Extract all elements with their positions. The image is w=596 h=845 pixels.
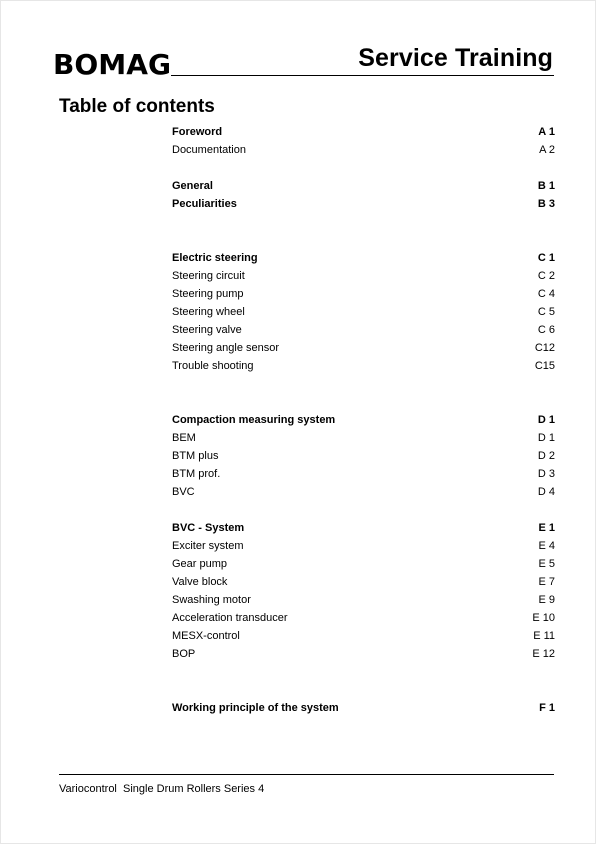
toc-entry-page: C 2 [537, 270, 555, 282]
toc-entry-label: BTM plus [172, 450, 219, 462]
toc-entry-page: B 1 [537, 180, 555, 192]
toc-entry [172, 447, 555, 465]
toc-entry-label: Compaction measuring system [172, 414, 336, 426]
toc-entry-page: B 3 [537, 198, 555, 210]
toc-entry-label: General [172, 180, 213, 192]
toc-entry [172, 627, 555, 645]
toc-entry [172, 303, 555, 321]
toc-entry [172, 537, 555, 555]
toc-entry-page: C 5 [537, 306, 555, 318]
toc-entry-label: Electric steering [172, 252, 258, 264]
toc-entry-label: Steering valve [172, 324, 242, 336]
toc-entry [172, 483, 555, 501]
toc-entry [172, 141, 555, 159]
toc-entry-label: MESX-control [172, 630, 240, 642]
toc-entry [172, 321, 555, 339]
toc-entry-page: D 2 [537, 450, 555, 462]
toc-entry [172, 411, 555, 429]
toc-entry-label: Gear pump [172, 558, 228, 570]
toc-entry-label: BTM prof. [172, 468, 221, 480]
toc-entry-label: Exciter system [172, 540, 244, 552]
toc-entry-page: E 10 [532, 612, 555, 624]
toc-entry-page: D 1 [537, 414, 555, 426]
toc-entry [172, 699, 555, 717]
toc-entry [172, 465, 555, 483]
toc-entry-page: D 3 [537, 468, 555, 480]
toc-entry-label: Acceleration transducer [172, 612, 288, 624]
toc-entry-page: C 1 [537, 252, 555, 264]
toc-entry [172, 357, 555, 375]
logo-wordmark: BOMAG [53, 48, 171, 78]
toc-entry-label: Working principle of the system [172, 702, 339, 714]
toc-entry-label: BEM [172, 432, 196, 444]
toc-entry-page: C12 [534, 342, 555, 354]
toc-entry-label: Steering pump [172, 288, 244, 300]
toc-entry [172, 123, 555, 141]
toc-entry-label: BVC [172, 486, 195, 498]
toc-entry-label: Foreword [172, 126, 223, 138]
toc-title: Table of contents [59, 96, 215, 117]
toc-entry [172, 177, 555, 195]
toc-entry-page: E 9 [538, 594, 555, 606]
toc-entry [172, 339, 555, 357]
toc-entry-page: C 4 [537, 288, 555, 300]
footer-text: Variocontrol Single Drum Rollers Series 4 [59, 783, 265, 795]
toc-entry-label: BOP [172, 648, 196, 660]
toc-entry [172, 573, 555, 591]
toc-entry-label: BVC - System [172, 522, 245, 534]
bomag-logo-graphic [53, 48, 175, 78]
toc-entry-label: Swashing motor [172, 594, 251, 606]
toc-entry [172, 267, 555, 285]
toc-entry [172, 591, 555, 609]
toc-entry-label: Valve block [172, 576, 228, 588]
toc-entry [172, 555, 555, 573]
footer-divider [59, 774, 554, 775]
toc-entry-label: Peculiarities [172, 198, 237, 210]
toc-entry-page: A 2 [539, 144, 555, 156]
toc-entry-page: D 4 [537, 486, 555, 498]
toc-entry-page: E 7 [538, 576, 555, 588]
toc-entry [172, 519, 555, 537]
toc-entry-label: Documentation [172, 144, 246, 156]
toc-entry-page: C 6 [537, 324, 555, 336]
toc-entry-page: E 5 [538, 558, 555, 570]
toc-entry-page: C15 [534, 360, 555, 372]
toc-entry-label: Steering wheel [172, 306, 245, 318]
toc-entry-label: Steering angle sensor [172, 342, 280, 354]
toc-entry [172, 645, 555, 663]
toc-entry-page: F 1 [539, 702, 555, 714]
toc-entry [172, 609, 555, 627]
toc-entry-page: D 1 [537, 432, 555, 444]
bomag-logo [53, 48, 175, 78]
toc-entry [172, 249, 555, 267]
header-title: Service Training [358, 44, 553, 72]
toc-entry-page: E 12 [532, 648, 555, 660]
toc-entry-page: A 1 [538, 126, 555, 138]
table-of-contents [172, 1, 555, 845]
toc-entry-label: Trouble shooting [172, 360, 254, 372]
toc-entry [172, 195, 555, 213]
toc-entry-page: E 11 [533, 630, 555, 642]
toc-entry [172, 429, 555, 447]
toc-entry-page: E 1 [538, 522, 555, 534]
toc-entry [172, 285, 555, 303]
toc-entry-label: Steering circuit [172, 270, 245, 282]
toc-entry-page: E 4 [538, 540, 555, 552]
